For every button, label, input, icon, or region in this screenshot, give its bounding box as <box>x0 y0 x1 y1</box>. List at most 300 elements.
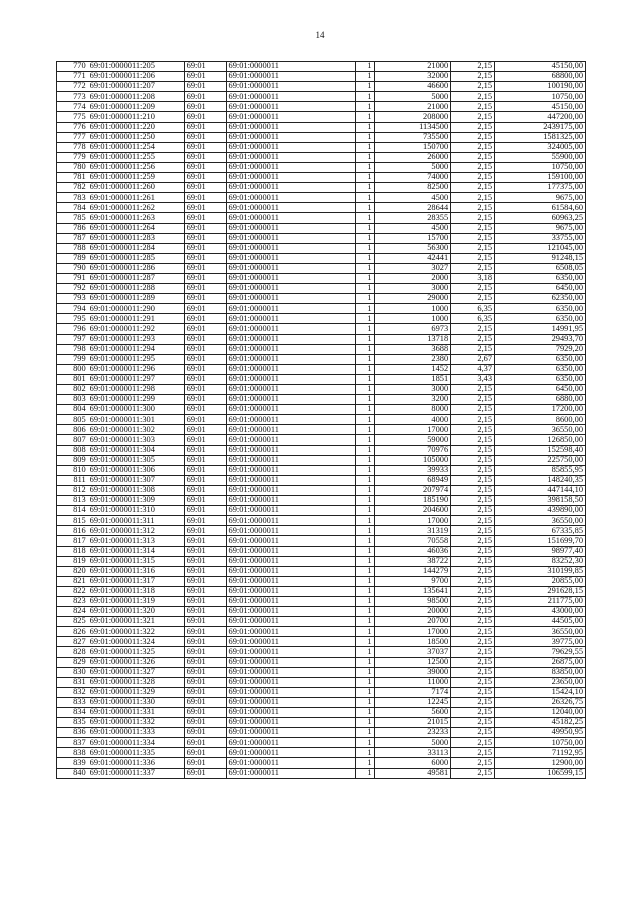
region-code-cell: 69:01 <box>184 304 226 314</box>
cadastral-quarter-cell: 69:01:0000011 <box>226 364 356 374</box>
cadastral-quarter-cell: 69:01:0000011 <box>226 415 356 425</box>
cadastral-number-cell: 69:01:0000011:298 <box>88 385 185 395</box>
count-cell: 1 <box>356 718 374 728</box>
area-cell: 3000 <box>374 385 451 395</box>
count-cell: 1 <box>356 314 374 324</box>
region-code-cell: 69:01 <box>184 697 226 707</box>
row-number-cell: 770 <box>57 62 88 72</box>
row-number-cell: 826 <box>57 627 88 637</box>
area-cell: 7174 <box>374 687 451 697</box>
count-cell: 1 <box>356 596 374 606</box>
cadastral-number-cell: 69:01:0000011:297 <box>88 374 185 384</box>
row-number-cell: 824 <box>57 607 88 617</box>
row-number-cell: 825 <box>57 617 88 627</box>
row-number-cell: 801 <box>57 374 88 384</box>
area-cell: 208000 <box>374 112 451 122</box>
cadastral-number-cell: 69:01:0000011:283 <box>88 233 185 243</box>
region-code-cell: 69:01 <box>184 576 226 586</box>
amount-cell: 126850,00 <box>495 435 586 445</box>
region-code-cell: 69:01 <box>184 132 226 142</box>
cadastral-quarter-cell: 69:01:0000011 <box>226 62 356 72</box>
amount-cell: 29493,70 <box>495 334 586 344</box>
region-code-cell: 69:01 <box>184 92 226 102</box>
rate-cell: 2,15 <box>451 435 495 445</box>
rate-cell: 2,15 <box>451 546 495 556</box>
cadastral-number-cell: 69:01:0000011:329 <box>88 687 185 697</box>
region-code-cell: 69:01 <box>184 243 226 253</box>
area-cell: 9700 <box>374 576 451 586</box>
row-number-cell: 791 <box>57 273 88 283</box>
amount-cell: 44505,00 <box>495 617 586 627</box>
area-cell: 46600 <box>374 82 451 92</box>
cadastral-number-cell: 69:01:0000011:294 <box>88 344 185 354</box>
table-row <box>57 263 586 273</box>
land-plot-register-table <box>56 61 586 779</box>
cadastral-number-cell: 69:01:0000011:284 <box>88 243 185 253</box>
row-number-cell: 833 <box>57 697 88 707</box>
amount-cell: 36550,00 <box>495 516 586 526</box>
region-code-cell: 69:01 <box>184 758 226 768</box>
table-row <box>57 92 586 102</box>
table-row <box>57 122 586 132</box>
amount-cell: 159100,00 <box>495 173 586 183</box>
cadastral-number-cell: 69:01:0000011:310 <box>88 506 185 516</box>
amount-cell: 6350,00 <box>495 304 586 314</box>
table-row <box>57 728 586 738</box>
amount-cell: 6350,00 <box>495 354 586 364</box>
area-cell: 23233 <box>374 728 451 738</box>
region-code-cell: 69:01 <box>184 748 226 758</box>
count-cell: 1 <box>356 496 374 506</box>
count-cell: 1 <box>356 556 374 566</box>
table-row <box>57 496 586 506</box>
cadastral-number-cell: 69:01:0000011:305 <box>88 455 185 465</box>
cadastral-quarter-cell: 69:01:0000011 <box>226 708 356 718</box>
amount-cell: 14991,95 <box>495 324 586 334</box>
count-cell: 1 <box>356 132 374 142</box>
amount-cell: 177375,00 <box>495 183 586 193</box>
area-cell: 15700 <box>374 233 451 243</box>
amount-cell: 23650,00 <box>495 677 586 687</box>
cadastral-quarter-cell: 69:01:0000011 <box>226 566 356 576</box>
region-code-cell: 69:01 <box>184 233 226 243</box>
amount-cell: 121045,00 <box>495 243 586 253</box>
amount-cell: 9675,00 <box>495 193 586 203</box>
row-number-cell: 812 <box>57 485 88 495</box>
amount-cell: 6350,00 <box>495 273 586 283</box>
amount-cell: 12040,00 <box>495 708 586 718</box>
cadastral-quarter-cell: 69:01:0000011 <box>226 152 356 162</box>
table-row <box>57 697 586 707</box>
count-cell: 1 <box>356 162 374 172</box>
row-number-cell: 820 <box>57 566 88 576</box>
cadastral-number-cell: 69:01:0000011:291 <box>88 314 185 324</box>
area-cell: 735500 <box>374 132 451 142</box>
rate-cell: 2,15 <box>451 637 495 647</box>
amount-cell: 447144,10 <box>495 485 586 495</box>
area-cell: 59000 <box>374 435 451 445</box>
region-code-cell: 69:01 <box>184 526 226 536</box>
row-number-cell: 795 <box>57 314 88 324</box>
row-number-cell: 776 <box>57 122 88 132</box>
amount-cell: 55900,00 <box>495 152 586 162</box>
cadastral-quarter-cell: 69:01:0000011 <box>226 586 356 596</box>
cadastral-quarter-cell: 69:01:0000011 <box>226 284 356 294</box>
cadastral-quarter-cell: 69:01:0000011 <box>226 314 356 324</box>
area-cell: 5000 <box>374 162 451 172</box>
row-number-cell: 814 <box>57 506 88 516</box>
amount-cell: 398158,50 <box>495 496 586 506</box>
region-code-cell: 69:01 <box>184 596 226 606</box>
row-number-cell: 839 <box>57 758 88 768</box>
count-cell: 1 <box>356 576 374 586</box>
page-number: 14 <box>315 30 325 40</box>
cadastral-number-cell: 69:01:0000011:303 <box>88 435 185 445</box>
cadastral-number-cell: 69:01:0000011:261 <box>88 193 185 203</box>
amount-cell: 2439175,00 <box>495 122 586 132</box>
count-cell: 1 <box>356 82 374 92</box>
cadastral-number-cell: 69:01:0000011:255 <box>88 152 185 162</box>
rate-cell: 2,15 <box>451 253 495 263</box>
count-cell: 1 <box>356 72 374 82</box>
row-number-cell: 777 <box>57 132 88 142</box>
rate-cell: 2,15 <box>451 607 495 617</box>
rate-cell: 2,15 <box>451 465 495 475</box>
row-number-cell: 829 <box>57 657 88 667</box>
rate-cell: 2,15 <box>451 657 495 667</box>
table-row <box>57 718 586 728</box>
rate-cell: 2,15 <box>451 496 495 506</box>
amount-cell: 68800,00 <box>495 72 586 82</box>
table-row <box>57 485 586 495</box>
cadastral-number-cell: 69:01:0000011:299 <box>88 395 185 405</box>
amount-cell: 17200,00 <box>495 405 586 415</box>
row-number-cell: 808 <box>57 445 88 455</box>
count-cell: 1 <box>356 112 374 122</box>
count-cell: 1 <box>356 203 374 213</box>
cadastral-quarter-cell: 69:01:0000011 <box>226 122 356 132</box>
amount-cell: 79629,55 <box>495 647 586 657</box>
cadastral-quarter-cell: 69:01:0000011 <box>226 294 356 304</box>
cadastral-quarter-cell: 69:01:0000011 <box>226 617 356 627</box>
cadastral-number-cell: 69:01:0000011:320 <box>88 607 185 617</box>
count-cell: 1 <box>356 273 374 283</box>
table-row <box>57 526 586 536</box>
amount-cell: 7929,20 <box>495 344 586 354</box>
table-row <box>57 294 586 304</box>
rate-cell: 2,15 <box>451 72 495 82</box>
rate-cell: 2,15 <box>451 718 495 728</box>
area-cell: 17000 <box>374 627 451 637</box>
cadastral-quarter-cell: 69:01:0000011 <box>226 718 356 728</box>
amount-cell: 10750,00 <box>495 162 586 172</box>
cadastral-quarter-cell: 69:01:0000011 <box>226 445 356 455</box>
area-cell: 144279 <box>374 566 451 576</box>
rate-cell: 2,15 <box>451 708 495 718</box>
cadastral-number-cell: 69:01:0000011:322 <box>88 627 185 637</box>
table-row <box>57 334 586 344</box>
count-cell: 1 <box>356 667 374 677</box>
region-code-cell: 69:01 <box>184 657 226 667</box>
count-cell: 1 <box>356 223 374 233</box>
row-number-cell: 781 <box>57 173 88 183</box>
amount-cell: 10750,00 <box>495 738 586 748</box>
cadastral-quarter-cell: 69:01:0000011 <box>226 596 356 606</box>
rate-cell: 2,15 <box>451 142 495 152</box>
region-code-cell: 69:01 <box>184 536 226 546</box>
count-cell: 1 <box>356 526 374 536</box>
cadastral-quarter-cell: 69:01:0000011 <box>226 193 356 203</box>
cadastral-number-cell: 69:01:0000011:302 <box>88 425 185 435</box>
cadastral-number-cell: 69:01:0000011:325 <box>88 647 185 657</box>
region-code-cell: 69:01 <box>184 607 226 617</box>
cadastral-number-cell: 69:01:0000011:331 <box>88 708 185 718</box>
area-cell: 82500 <box>374 183 451 193</box>
rate-cell: 2,15 <box>451 728 495 738</box>
row-number-cell: 837 <box>57 738 88 748</box>
area-cell: 21000 <box>374 62 451 72</box>
rate-cell: 2,15 <box>451 516 495 526</box>
rate-cell: 2,15 <box>451 62 495 72</box>
cadastral-number-cell: 69:01:0000011:260 <box>88 183 185 193</box>
region-code-cell: 69:01 <box>184 223 226 233</box>
table-row <box>57 556 586 566</box>
area-cell: 4500 <box>374 193 451 203</box>
rate-cell: 2,15 <box>451 324 495 334</box>
area-cell: 98500 <box>374 596 451 606</box>
cadastral-number-cell: 69:01:0000011:259 <box>88 173 185 183</box>
area-cell: 20700 <box>374 617 451 627</box>
count-cell: 1 <box>356 122 374 132</box>
cadastral-quarter-cell: 69:01:0000011 <box>226 526 356 536</box>
area-cell: 4500 <box>374 223 451 233</box>
area-cell: 42441 <box>374 253 451 263</box>
cadastral-number-cell: 69:01:0000011:285 <box>88 253 185 263</box>
region-code-cell: 69:01 <box>184 768 226 778</box>
count-cell: 1 <box>356 697 374 707</box>
row-number-cell: 797 <box>57 334 88 344</box>
count-cell: 1 <box>356 395 374 405</box>
region-code-cell: 69:01 <box>184 173 226 183</box>
table-row <box>57 758 586 768</box>
count-cell: 1 <box>356 768 374 778</box>
row-number-cell: 813 <box>57 496 88 506</box>
region-code-cell: 69:01 <box>184 374 226 384</box>
row-number-cell: 782 <box>57 183 88 193</box>
rate-cell: 2,15 <box>451 758 495 768</box>
cadastral-quarter-cell: 69:01:0000011 <box>226 435 356 445</box>
row-number-cell: 815 <box>57 516 88 526</box>
amount-cell: 83850,00 <box>495 667 586 677</box>
row-number-cell: 803 <box>57 395 88 405</box>
area-cell: 204600 <box>374 506 451 516</box>
count-cell: 1 <box>356 385 374 395</box>
cadastral-number-cell: 69:01:0000011:292 <box>88 324 185 334</box>
count-cell: 1 <box>356 324 374 334</box>
row-number-cell: 787 <box>57 233 88 243</box>
count-cell: 1 <box>356 607 374 617</box>
rate-cell: 2,15 <box>451 395 495 405</box>
amount-cell: 100190,00 <box>495 82 586 92</box>
amount-cell: 10750,00 <box>495 92 586 102</box>
table-row <box>57 223 586 233</box>
row-number-cell: 802 <box>57 385 88 395</box>
table-row <box>57 173 586 183</box>
amount-cell: 6450,00 <box>495 385 586 395</box>
table-row <box>57 607 586 617</box>
area-cell: 135641 <box>374 586 451 596</box>
count-cell: 1 <box>356 364 374 374</box>
rate-cell: 2,15 <box>451 102 495 112</box>
cadastral-quarter-cell: 69:01:0000011 <box>226 405 356 415</box>
amount-cell: 71192,95 <box>495 748 586 758</box>
rate-cell: 2,15 <box>451 183 495 193</box>
count-cell: 1 <box>356 284 374 294</box>
table-row <box>57 465 586 475</box>
region-code-cell: 69:01 <box>184 455 226 465</box>
rate-cell: 2,15 <box>451 455 495 465</box>
cadastral-quarter-cell: 69:01:0000011 <box>226 455 356 465</box>
region-code-cell: 69:01 <box>184 183 226 193</box>
rate-cell: 2,15 <box>451 233 495 243</box>
region-code-cell: 69:01 <box>184 314 226 324</box>
table-row <box>57 213 586 223</box>
row-number-cell: 810 <box>57 465 88 475</box>
count-cell: 1 <box>356 445 374 455</box>
count-cell: 1 <box>356 253 374 263</box>
cadastral-quarter-cell: 69:01:0000011 <box>226 395 356 405</box>
amount-cell: 98977,40 <box>495 546 586 556</box>
row-number-cell: 821 <box>57 576 88 586</box>
table-row <box>57 62 586 72</box>
cadastral-quarter-cell: 69:01:0000011 <box>226 344 356 354</box>
cadastral-quarter-cell: 69:01:0000011 <box>226 758 356 768</box>
rate-cell: 2,67 <box>451 354 495 364</box>
rate-cell: 2,15 <box>451 284 495 294</box>
area-cell: 3200 <box>374 395 451 405</box>
row-number-cell: 806 <box>57 425 88 435</box>
rate-cell: 2,15 <box>451 203 495 213</box>
row-number-cell: 832 <box>57 687 88 697</box>
count-cell: 1 <box>356 586 374 596</box>
area-cell: 150700 <box>374 142 451 152</box>
area-cell: 12500 <box>374 657 451 667</box>
amount-cell: 83252,30 <box>495 556 586 566</box>
row-number-cell: 785 <box>57 213 88 223</box>
table-row <box>57 304 586 314</box>
region-code-cell: 69:01 <box>184 193 226 203</box>
amount-cell: 20855,00 <box>495 576 586 586</box>
row-number-cell: 794 <box>57 304 88 314</box>
region-code-cell: 69:01 <box>184 72 226 82</box>
table-row <box>57 475 586 485</box>
cadastral-quarter-cell: 69:01:0000011 <box>226 506 356 516</box>
table-row <box>57 243 586 253</box>
cadastral-quarter-cell: 69:01:0000011 <box>226 223 356 233</box>
table-row <box>57 233 586 243</box>
region-code-cell: 69:01 <box>184 556 226 566</box>
table-row <box>57 102 586 112</box>
table-row <box>57 152 586 162</box>
region-code-cell: 69:01 <box>184 617 226 627</box>
table-row <box>57 546 586 556</box>
row-number-cell: 804 <box>57 405 88 415</box>
cadastral-number-cell: 69:01:0000011:287 <box>88 273 185 283</box>
count-cell: 1 <box>356 62 374 72</box>
region-code-cell: 69:01 <box>184 62 226 72</box>
cadastral-quarter-cell: 69:01:0000011 <box>226 243 356 253</box>
count-cell: 1 <box>356 334 374 344</box>
cadastral-quarter-cell: 69:01:0000011 <box>226 647 356 657</box>
count-cell: 1 <box>356 637 374 647</box>
table-row <box>57 687 586 697</box>
cadastral-quarter-cell: 69:01:0000011 <box>226 374 356 384</box>
area-cell: 1452 <box>374 364 451 374</box>
table-row <box>57 657 586 667</box>
region-code-cell: 69:01 <box>184 263 226 273</box>
region-code-cell: 69:01 <box>184 708 226 718</box>
row-number-cell: 790 <box>57 263 88 273</box>
area-cell: 46036 <box>374 546 451 556</box>
amount-cell: 324005,00 <box>495 142 586 152</box>
cadastral-number-cell: 69:01:0000011:254 <box>88 142 185 152</box>
cadastral-quarter-cell: 69:01:0000011 <box>226 263 356 273</box>
amount-cell: 6508,05 <box>495 263 586 273</box>
row-number-cell: 800 <box>57 364 88 374</box>
region-code-cell: 69:01 <box>184 334 226 344</box>
area-cell: 68949 <box>374 475 451 485</box>
rate-cell: 2,15 <box>451 152 495 162</box>
area-cell: 18500 <box>374 637 451 647</box>
cadastral-quarter-cell: 69:01:0000011 <box>226 233 356 243</box>
region-code-cell: 69:01 <box>184 112 226 122</box>
table-row <box>57 576 586 586</box>
cadastral-number-cell: 69:01:0000011:206 <box>88 72 185 82</box>
count-cell: 1 <box>356 748 374 758</box>
area-cell: 8000 <box>374 405 451 415</box>
rate-cell: 3,18 <box>451 273 495 283</box>
amount-cell: 45182,25 <box>495 718 586 728</box>
row-number-cell: 805 <box>57 415 88 425</box>
amount-cell: 85855,95 <box>495 465 586 475</box>
table-row <box>57 183 586 193</box>
cadastral-quarter-cell: 69:01:0000011 <box>226 132 356 142</box>
row-number-cell: 807 <box>57 435 88 445</box>
cadastral-number-cell: 69:01:0000011:336 <box>88 758 185 768</box>
table-row <box>57 253 586 263</box>
count-cell: 1 <box>356 344 374 354</box>
count-cell: 1 <box>356 566 374 576</box>
row-number-cell: 793 <box>57 294 88 304</box>
cadastral-number-cell: 69:01:0000011:328 <box>88 677 185 687</box>
region-code-cell: 69:01 <box>184 385 226 395</box>
amount-cell: 447200,00 <box>495 112 586 122</box>
area-cell: 5600 <box>374 708 451 718</box>
rate-cell: 2,15 <box>451 506 495 516</box>
area-cell: 2000 <box>374 273 451 283</box>
cadastral-number-cell: 69:01:0000011:262 <box>88 203 185 213</box>
area-cell: 4000 <box>374 415 451 425</box>
area-cell: 28355 <box>374 213 451 223</box>
table-row <box>57 385 586 395</box>
row-number-cell: 816 <box>57 526 88 536</box>
row-number-cell: 828 <box>57 647 88 657</box>
row-number-cell: 779 <box>57 152 88 162</box>
area-cell: 28644 <box>374 203 451 213</box>
count-cell: 1 <box>356 728 374 738</box>
area-cell: 1000 <box>374 314 451 324</box>
area-cell: 39933 <box>374 465 451 475</box>
